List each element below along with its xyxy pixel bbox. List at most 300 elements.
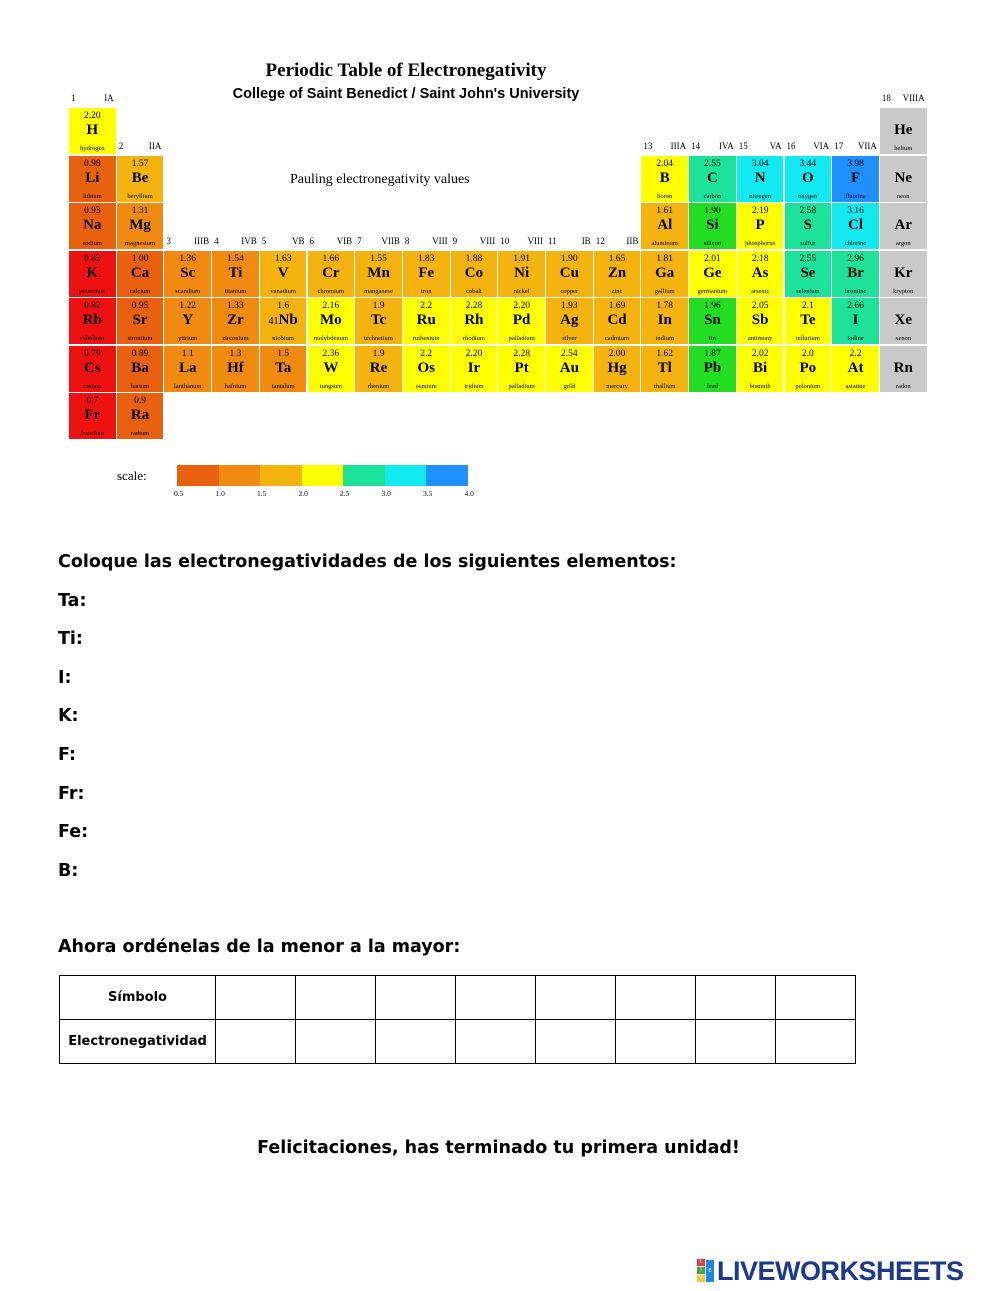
element-name: hafnium	[224, 383, 247, 390]
element-symbol-text: Fe	[418, 265, 435, 281]
element-symbol-text: Bi	[753, 360, 768, 376]
element-electronegativity: 1.62	[656, 349, 674, 359]
electronegativity-cell[interactable]	[456, 1020, 536, 1064]
element-symbol-text: Ra	[130, 407, 150, 423]
element-symbol	[260, 312, 307, 330]
element-name: palladium	[508, 383, 535, 390]
element-na	[69, 203, 117, 250]
element-electronegativity: 2.20	[465, 349, 483, 359]
electronegativity-cell[interactable]	[536, 1020, 616, 1064]
question-ti: Ti:	[58, 629, 83, 649]
element-name: zirconium	[222, 335, 249, 342]
element-electronegativity: 0.7	[86, 396, 99, 406]
element-symbol	[260, 265, 307, 282]
element-symbol-text: Hf	[227, 360, 244, 376]
element-te	[785, 298, 833, 345]
element-name: strontium	[127, 335, 153, 342]
symbol-cell[interactable]	[536, 976, 616, 1020]
group-number: 13	[643, 141, 653, 151]
element-symbol-text: F	[850, 170, 861, 186]
element-rh	[451, 298, 499, 345]
element-ta	[260, 346, 308, 393]
group-roman: IIIB	[194, 236, 210, 246]
electronegativity-cell[interactable]	[696, 1020, 776, 1064]
element-symbol	[117, 407, 164, 424]
element-ru	[403, 298, 451, 345]
element-h	[69, 108, 117, 155]
element-electronegativity: 1.1	[181, 349, 194, 359]
element-electronegativity: 1.83	[417, 254, 435, 264]
group-label	[834, 141, 880, 151]
element-ga	[641, 251, 689, 298]
element-name: nickel	[513, 288, 530, 295]
element-name: germanium	[697, 288, 728, 295]
element-w	[308, 346, 356, 393]
element-electronegativity: 1.78	[656, 301, 674, 311]
element-br	[832, 251, 880, 298]
element-kr	[880, 251, 928, 298]
element-symbol	[737, 217, 784, 234]
element-electronegativity: 1.22	[179, 301, 197, 311]
element-symbol	[880, 122, 927, 139]
element-symbol	[641, 312, 688, 329]
element-name: gallium	[654, 288, 675, 295]
element-electronegativity: 2.00	[608, 349, 626, 359]
element-rn	[880, 346, 928, 393]
element-symbol	[69, 265, 116, 282]
element-symbol	[832, 265, 879, 282]
group-roman: VIII	[432, 236, 448, 246]
scale-tick: 2.5	[340, 489, 350, 498]
element-cs	[69, 346, 117, 393]
element-symbol	[689, 312, 736, 329]
element-name: helium	[894, 145, 913, 152]
element-name: phosphorus	[745, 240, 776, 247]
logo-letter: I	[697, 1267, 705, 1274]
instruction-heading: Coloque las electronegatividades de los siguientes elementos:	[58, 552, 677, 572]
element-name: silver	[562, 335, 577, 342]
question-fe: Fe:	[58, 822, 89, 842]
scale-swatch	[426, 465, 468, 486]
element-electronegativity: 1.57	[131, 159, 149, 169]
element-al	[641, 203, 689, 250]
element-symbol-text: Ar	[894, 217, 912, 233]
electronegativity-cell[interactable]	[216, 1020, 296, 1064]
element-co	[451, 251, 499, 298]
symbol-row	[60, 976, 856, 1020]
element-electronegativity: 0.79	[84, 349, 101, 359]
element-symbol-text: In	[657, 312, 672, 328]
element-hg	[594, 346, 642, 393]
element-symbol	[355, 265, 402, 282]
element-ag	[546, 298, 594, 345]
electronegativity-cell[interactable]	[296, 1020, 376, 1064]
liveworksheets-logo	[697, 1256, 964, 1286]
element-name: rubidium	[80, 335, 105, 342]
element-electronegativity: 1.31	[131, 206, 149, 216]
element-electronegativity: 2.2	[849, 349, 862, 359]
element-name: boron	[657, 193, 673, 200]
element-name: iodine	[847, 335, 864, 342]
element-name: magnesium	[125, 240, 156, 247]
element-mg	[117, 203, 165, 250]
element-symbol	[832, 312, 879, 329]
element-symbol-text: Tl	[657, 360, 672, 376]
symbol-cell[interactable]	[456, 976, 536, 1020]
group-roman: VIIA	[857, 141, 877, 151]
element-electronegativity: 3.98	[847, 159, 864, 169]
element-xe	[880, 298, 928, 345]
element-symbol-text: Sr	[132, 312, 148, 328]
element-symbol	[117, 360, 164, 377]
element-symbol	[498, 360, 545, 377]
element-symbol	[641, 217, 688, 234]
element-name: antimony	[747, 335, 773, 342]
electronegativity-cell[interactable]	[616, 1020, 696, 1064]
element-symbol-text: Al	[657, 217, 673, 233]
group-label	[787, 141, 833, 151]
element-ba	[117, 346, 165, 393]
symbol-cell[interactable]	[216, 976, 296, 1020]
element-symbol	[689, 360, 736, 377]
element-re	[355, 346, 403, 393]
element-symbol-text: Ga	[655, 265, 675, 281]
element-symbol-text: Cs	[84, 360, 101, 376]
element-electronegativity: 2.66	[847, 301, 864, 311]
element-n	[737, 156, 785, 203]
group-roman: IIIA	[670, 141, 687, 151]
element-name: tungsten	[319, 383, 342, 390]
element-name: iridium	[464, 383, 484, 390]
element-symbol-text: Li	[85, 170, 100, 186]
group-label	[119, 141, 165, 151]
element-symbol-text: Te	[800, 312, 816, 328]
element-symbol	[594, 360, 641, 377]
element-symbol	[308, 360, 355, 377]
element-ca	[117, 251, 165, 298]
element-symbol	[689, 170, 736, 187]
element-symbol-text: O	[802, 170, 814, 186]
element-ra	[117, 393, 165, 440]
logo-letter: E	[706, 1260, 714, 1282]
element-symbol	[451, 265, 498, 282]
electronegativity-row	[60, 1020, 856, 1064]
element-li	[69, 156, 117, 203]
element-sc	[164, 251, 212, 298]
element-symbol-text: Mn	[367, 265, 390, 281]
element-symbol-text: Ir	[467, 360, 481, 376]
group-label	[643, 141, 689, 151]
element-fr	[69, 393, 117, 440]
group-number: 9	[452, 236, 458, 246]
group-roman: VIB	[336, 236, 353, 246]
scale-swatch	[385, 465, 427, 486]
group-label	[691, 141, 737, 151]
question-ta: Ta:	[58, 591, 87, 611]
element-symbol	[498, 312, 545, 329]
question-f: F:	[58, 745, 76, 765]
element-symbol-text: Nb	[278, 312, 298, 328]
scale-swatch	[177, 465, 219, 486]
group-number: 7	[357, 236, 362, 246]
group-number: 2	[118, 141, 124, 151]
element-symbol	[164, 360, 211, 377]
element-electronegativity: 1.96	[704, 301, 721, 311]
element-symbol	[117, 312, 164, 329]
group-roman: IIA	[148, 141, 162, 151]
scale-swatch	[343, 465, 385, 486]
element-atomic-number: 41	[268, 316, 279, 327]
element-electronegativity: 0.93	[84, 206, 101, 216]
element-name: mercury	[606, 383, 628, 390]
element-electronegativity: 1.61	[656, 206, 674, 216]
element-symbol-text: Cr	[322, 265, 340, 281]
element-symbol-text: Sn	[704, 312, 721, 328]
element-electronegativity: 0.89	[131, 349, 149, 359]
element-symbol	[832, 360, 879, 377]
element-symbol-text: Ni	[514, 265, 530, 281]
scale-swatch	[260, 465, 302, 486]
element-electronegativity: 2.55	[799, 254, 817, 264]
element-symbol-text: Se	[800, 265, 816, 281]
group-label	[405, 236, 451, 246]
element-symbol	[785, 217, 832, 234]
element-electronegativity: 0.98	[84, 159, 101, 169]
question-i: I:	[58, 668, 72, 688]
element-symbol-text: Y	[182, 312, 194, 328]
element-nb	[260, 298, 308, 345]
element-name: zinc	[611, 288, 623, 295]
element-electronegativity: 1.6	[277, 301, 290, 311]
element-symbol-text: Sb	[751, 312, 769, 328]
element-name: indium	[655, 335, 674, 342]
scale-swatch	[219, 465, 261, 486]
group-roman: VA	[769, 141, 782, 151]
element-ir	[451, 346, 499, 393]
element-name: xenon	[895, 335, 912, 342]
element-symbol	[308, 265, 355, 282]
element-electronegativity: 0.9	[134, 396, 146, 406]
group-roman: VIII	[479, 236, 496, 246]
element-symbol	[212, 360, 259, 377]
group-roman: VIII	[527, 236, 543, 246]
element-electronegativity: 1.55	[370, 254, 387, 264]
element-name: nitrogen	[749, 193, 771, 200]
element-symbol	[260, 360, 307, 377]
element-symbol-text: As	[751, 265, 769, 281]
element-symbol	[880, 217, 927, 234]
element-se	[785, 251, 833, 298]
group-number: 12	[595, 236, 605, 246]
group-roman: IVA	[718, 141, 734, 151]
element-symbol-text: Rn	[893, 360, 913, 376]
element-symbol	[69, 407, 116, 424]
electronegativity-cell[interactable]	[776, 1020, 856, 1064]
element-electronegativity: 1.33	[227, 301, 244, 311]
group-label	[882, 93, 928, 103]
element-symbol	[212, 265, 259, 282]
element-name: arsenic	[750, 288, 770, 295]
element-symbol-text: Hg	[607, 360, 627, 376]
group-number: 1	[71, 93, 76, 103]
group-number: 5	[261, 236, 267, 246]
element-symbol-text: Tc	[370, 312, 387, 328]
element-symbol-text: Ba	[131, 360, 149, 376]
element-ti	[212, 251, 260, 298]
element-name: tin	[709, 335, 716, 342]
element-electronegativity: 1.9	[372, 301, 385, 311]
element-po	[785, 346, 833, 393]
element-electronegativity: 2.96	[847, 254, 864, 264]
element-electronegativity: 2.16	[322, 301, 340, 311]
element-name: scandium	[175, 288, 201, 295]
element-name: sodium	[82, 240, 102, 247]
symbol-cell[interactable]	[296, 976, 376, 1020]
scale-tick: 4.0	[464, 489, 474, 498]
group-number: 15	[738, 141, 748, 151]
element-electronegativity: 1.90	[561, 254, 578, 264]
group-label	[166, 236, 212, 246]
element-electronegativity: 2.1	[801, 301, 814, 311]
element-cr	[308, 251, 356, 298]
element-symbol	[403, 312, 450, 329]
group-label	[548, 236, 594, 246]
element-symbol-text: Po	[799, 360, 817, 376]
element-electronegativity: 1.66	[322, 254, 340, 264]
symbol-cell[interactable]	[776, 976, 856, 1020]
group-number: 4	[214, 236, 219, 246]
element-symbol-text: Mo	[320, 312, 342, 328]
symbol-cell[interactable]	[376, 976, 456, 1020]
element-name: cadmium	[604, 335, 630, 342]
element-si	[689, 203, 737, 250]
element-pd	[498, 298, 546, 345]
element-zn	[594, 251, 642, 298]
element-cd	[594, 298, 642, 345]
element-ni	[498, 251, 546, 298]
element-symbol-text: Mg	[129, 217, 151, 233]
element-electronegativity: 1.63	[274, 254, 292, 264]
element-sb	[737, 298, 785, 345]
element-symbol	[69, 360, 116, 377]
element-in	[641, 298, 689, 345]
element-electronegativity: 0.82	[84, 254, 101, 264]
element-hf	[212, 346, 260, 393]
element-electronegativity: 2.28	[513, 349, 530, 359]
element-name: niobium	[272, 335, 294, 342]
element-tc	[355, 298, 403, 345]
element-electronegativity: 1.69	[608, 301, 626, 311]
element-electronegativity: 1.87	[704, 349, 721, 359]
element-name: silicon	[703, 240, 722, 247]
element-symbol	[451, 312, 498, 329]
group-number: 18	[881, 93, 891, 103]
element-electronegativity: 2.18	[751, 254, 769, 264]
element-symbol-text: K	[86, 265, 99, 281]
element-symbol-text: Ca	[130, 265, 150, 281]
element-symbol-text: P	[755, 217, 765, 233]
element-symbol-text: Pb	[703, 360, 722, 376]
element-i	[832, 298, 880, 345]
order-table	[59, 975, 856, 1064]
electronegativity-cell[interactable]	[376, 1020, 456, 1064]
pauling-label: Pauling electronegativity values	[290, 172, 470, 187]
element-symbol-text: Ru	[416, 312, 436, 328]
element-symbol	[117, 170, 164, 187]
logo-letter: L	[697, 1259, 705, 1266]
element-name: rhenium	[367, 383, 390, 390]
element-symbol-text: Au	[559, 360, 579, 376]
element-name: manganese	[364, 288, 393, 295]
element-symbol	[69, 217, 116, 234]
element-symbol	[641, 170, 688, 187]
group-label	[71, 93, 117, 103]
group-number: 6	[309, 236, 314, 246]
element-symbol	[785, 265, 832, 282]
symbol-cell[interactable]	[696, 976, 776, 1020]
element-electronegativity: 2.20	[84, 111, 101, 121]
element-symbol	[737, 312, 784, 329]
group-label	[739, 141, 785, 151]
symbol-cell[interactable]	[616, 976, 696, 1020]
element-electronegativity: 2.20	[513, 301, 530, 311]
element-symbol	[689, 265, 736, 282]
element-name: lithium	[82, 193, 102, 200]
group-label	[596, 236, 642, 246]
element-symbol	[737, 265, 784, 282]
group-roman: VB	[291, 236, 305, 246]
element-symbol-text: Pd	[512, 312, 531, 328]
group-number: 11	[548, 236, 557, 246]
element-symbol-text: Br	[847, 265, 864, 281]
element-symbol	[832, 170, 879, 187]
element-name: oxygen	[798, 193, 818, 200]
element-symbol	[498, 265, 545, 282]
element-symbol	[880, 170, 927, 187]
element-symbol	[785, 312, 832, 329]
group-number: 14	[691, 141, 701, 151]
element-symbol	[69, 170, 116, 187]
element-pt	[498, 346, 546, 393]
congrats-message: Felicitaciones, has terminado tu primera unidad!	[257, 1138, 740, 1158]
element-symbol-text: C	[707, 170, 718, 186]
element-cu	[546, 251, 594, 298]
group-number: 17	[834, 141, 844, 151]
element-symbol-text: Rh	[464, 312, 484, 328]
element-name: tellurium	[795, 335, 820, 342]
element-symbol-text: Os	[417, 360, 435, 376]
element-electronegativity: 1.9	[372, 349, 385, 359]
element-symbol	[546, 360, 593, 377]
table-subtitle: College of Saint Benedict / Saint John's University	[232, 86, 580, 102]
logo-text: LIVEWORKSHEETS	[717, 1255, 964, 1286]
element-name: francium	[80, 430, 105, 437]
element-symbol-text: La	[178, 360, 197, 376]
element-ge	[689, 251, 737, 298]
element-electronegativity: 1.65	[608, 254, 626, 264]
order-heading: Ahora ordénelas de la menor a la mayor:	[58, 937, 461, 957]
element-name: hydrogen	[80, 145, 105, 152]
group-roman: IB	[581, 236, 591, 246]
group-roman: IA	[104, 93, 114, 103]
element-s	[785, 203, 833, 250]
element-symbol	[880, 312, 927, 329]
element-electronegativity: 1.93	[561, 301, 578, 311]
element-electronegativity: 2.04	[656, 159, 674, 169]
scale-tick: 1.5	[257, 489, 267, 498]
element-symbol-text: At	[847, 360, 864, 376]
element-symbol	[689, 217, 736, 234]
